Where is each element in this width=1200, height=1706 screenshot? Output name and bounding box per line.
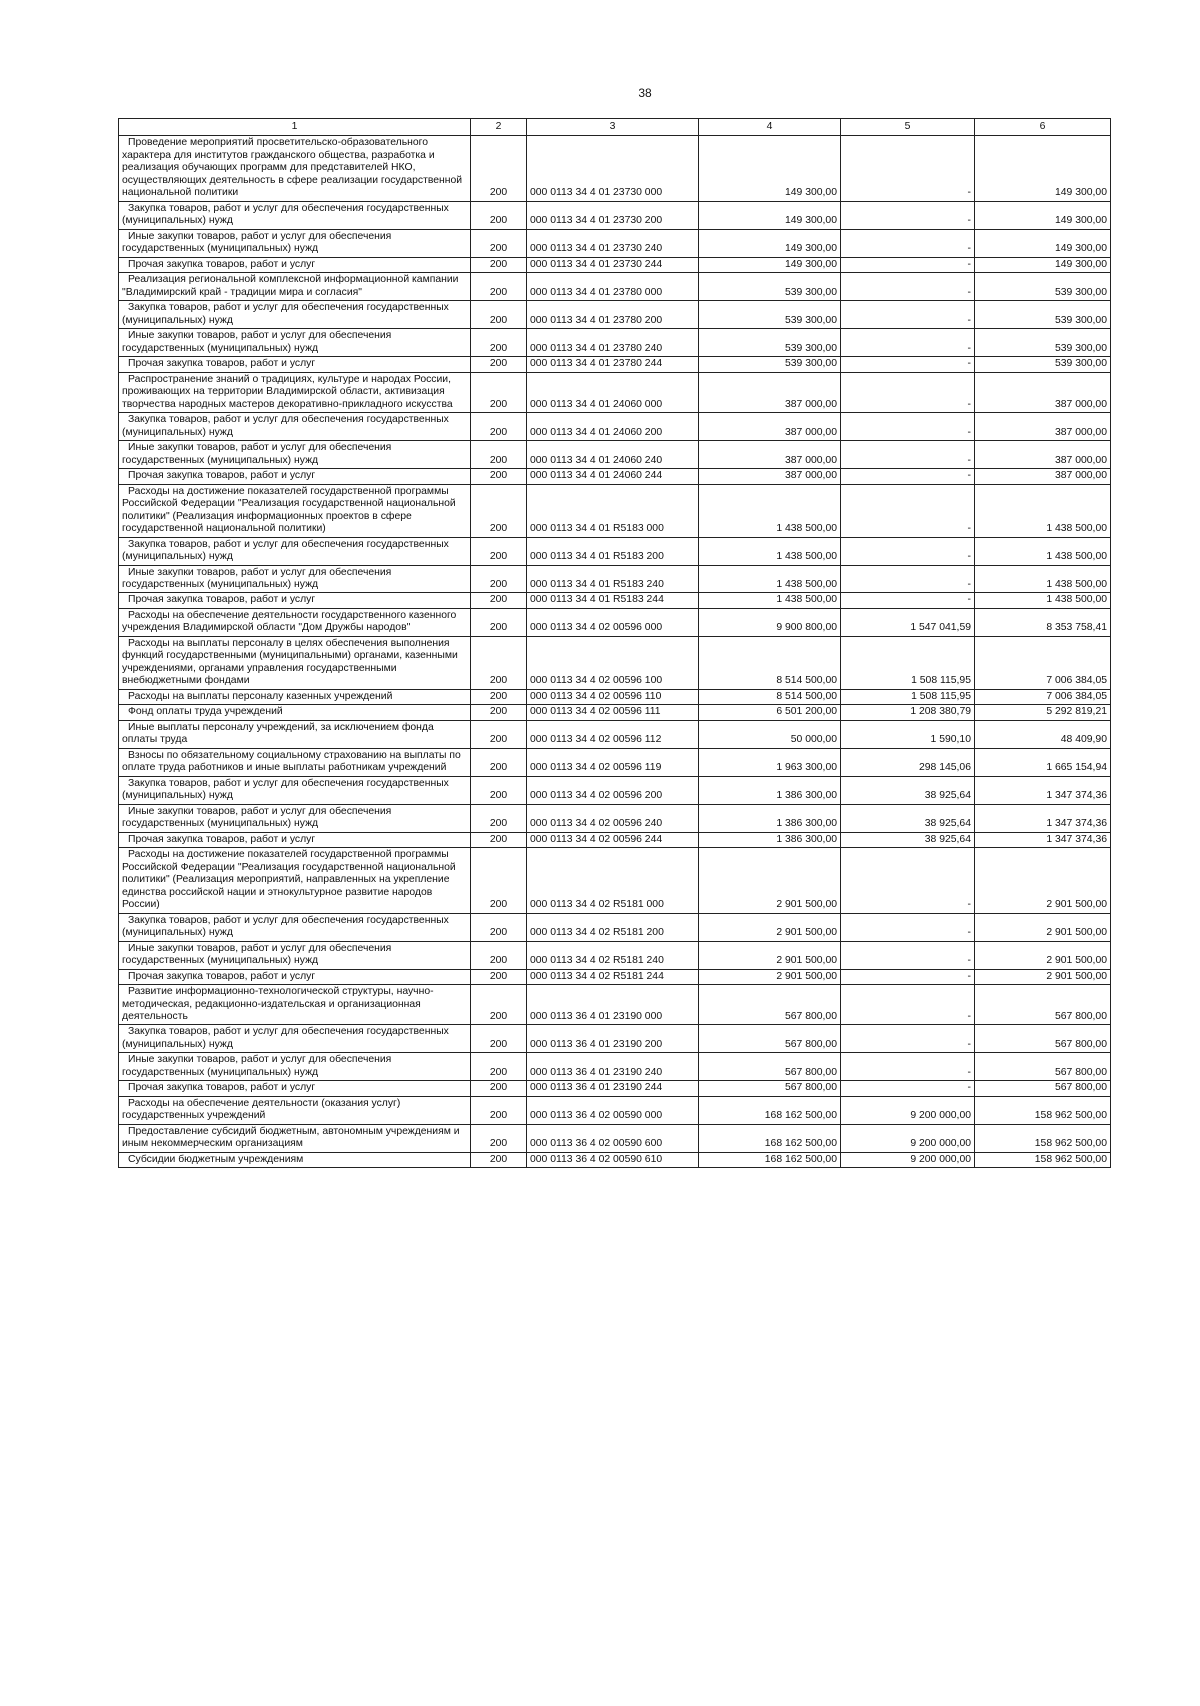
item-name-text: Распространение знаний о традициях, культуре и народах России, проживающих на территории Владимирской области, активизация творчества народных мастеров декоративно-прикладного искусства bbox=[122, 373, 453, 410]
executed-amount-cell: - bbox=[841, 201, 975, 229]
approved-amount-cell: 2 901 500,00 bbox=[699, 969, 841, 984]
item-name-cell bbox=[119, 848, 471, 913]
remaining-amount-cell: 539 300,00 bbox=[975, 329, 1111, 357]
item-name-text: Проведение мероприятий просветительско-образовательного характера для институтов гражданского общества, разработка и реализация обучающих программ для представителей НКО, осуществляющих деятельность в сфере реализации государственной национальной политики bbox=[122, 137, 463, 199]
item-name-text: Прочая закупка товаров, работ и услуг bbox=[128, 594, 316, 606]
approved-amount-cell: 6 501 200,00 bbox=[699, 705, 841, 720]
table-row bbox=[119, 469, 1111, 484]
approved-amount-cell: 168 162 500,00 bbox=[699, 1152, 841, 1167]
table-row bbox=[119, 689, 1111, 704]
remaining-amount-cell: 1 347 374,36 bbox=[975, 832, 1111, 847]
budget-code-cell: 000 0113 34 4 01 23730 244 bbox=[527, 257, 699, 272]
approved-amount-cell: 1 438 500,00 bbox=[699, 593, 841, 608]
remaining-amount-cell: 2 901 500,00 bbox=[975, 941, 1111, 969]
executed-amount-cell: 9 200 000,00 bbox=[841, 1124, 975, 1152]
column-header-2: 2 bbox=[471, 119, 527, 136]
item-name-cell bbox=[119, 1025, 471, 1053]
admin-code-cell: 200 bbox=[471, 469, 527, 484]
admin-code-cell: 200 bbox=[471, 941, 527, 969]
admin-code-cell: 200 bbox=[471, 1124, 527, 1152]
remaining-amount-cell: 149 300,00 bbox=[975, 201, 1111, 229]
remaining-amount-cell: 387 000,00 bbox=[975, 413, 1111, 441]
approved-amount-cell: 567 800,00 bbox=[699, 1081, 841, 1096]
budget-code-cell: 000 0113 34 4 01 23780 244 bbox=[527, 357, 699, 372]
item-name-text: Расходы на выплаты персоналу в целях обеспечения выполнения функций государственными (муниципальными) органами, казенными учреждениями, органами управления государственными внебюджетными фондами bbox=[122, 637, 458, 687]
remaining-amount-cell: 539 300,00 bbox=[975, 357, 1111, 372]
remaining-amount-cell: 1 438 500,00 bbox=[975, 593, 1111, 608]
item-name-cell bbox=[119, 301, 471, 329]
item-name-cell bbox=[119, 748, 471, 776]
item-name-text: Предоставление субсидий бюджетным, автономным учреждениям и иным некоммерческим организациям bbox=[122, 1125, 460, 1150]
admin-code-cell: 200 bbox=[471, 413, 527, 441]
executed-amount-cell: - bbox=[841, 941, 975, 969]
admin-code-cell: 200 bbox=[471, 565, 527, 593]
table-row bbox=[119, 1096, 1111, 1124]
executed-amount-cell: - bbox=[841, 537, 975, 565]
approved-amount-cell: 149 300,00 bbox=[699, 201, 841, 229]
approved-amount-cell: 539 300,00 bbox=[699, 273, 841, 301]
executed-amount-cell: - bbox=[841, 593, 975, 608]
admin-code-cell: 200 bbox=[471, 273, 527, 301]
remaining-amount-cell: 7 006 384,05 bbox=[975, 636, 1111, 689]
table-row bbox=[119, 257, 1111, 272]
table-row bbox=[119, 441, 1111, 469]
item-name-cell bbox=[119, 565, 471, 593]
executed-amount-cell: 1 508 115,95 bbox=[841, 689, 975, 704]
approved-amount-cell: 567 800,00 bbox=[699, 985, 841, 1025]
remaining-amount-cell: 387 000,00 bbox=[975, 372, 1111, 412]
budget-code-cell: 000 0113 34 4 02 R5181 200 bbox=[527, 913, 699, 941]
budget-code-cell: 000 0113 34 4 01 23780 000 bbox=[527, 273, 699, 301]
budget-code-cell: 000 0113 34 4 02 R5181 244 bbox=[527, 969, 699, 984]
approved-amount-cell: 168 162 500,00 bbox=[699, 1096, 841, 1124]
item-name-cell bbox=[119, 720, 471, 748]
admin-code-cell: 200 bbox=[471, 748, 527, 776]
approved-amount-cell: 2 901 500,00 bbox=[699, 941, 841, 969]
admin-code-cell: 200 bbox=[471, 913, 527, 941]
item-name-text: Закупка товаров, работ и услуг для обеспечения государственных (муниципальных) нужд bbox=[122, 202, 449, 227]
remaining-amount-cell: 567 800,00 bbox=[975, 1025, 1111, 1053]
table-row bbox=[119, 608, 1111, 636]
remaining-amount-cell: 539 300,00 bbox=[975, 301, 1111, 329]
remaining-amount-cell: 158 962 500,00 bbox=[975, 1096, 1111, 1124]
item-name-cell bbox=[119, 1096, 471, 1124]
executed-amount-cell: 38 925,64 bbox=[841, 832, 975, 847]
item-name-text: Иные закупки товаров, работ и услуг для обеспечения государственных (муниципальных) нужд bbox=[122, 805, 392, 830]
budget-code-cell: 000 0113 34 4 01 24060 240 bbox=[527, 441, 699, 469]
remaining-amount-cell: 5 292 819,21 bbox=[975, 705, 1111, 720]
remaining-amount-cell: 149 300,00 bbox=[975, 257, 1111, 272]
approved-amount-cell: 9 900 800,00 bbox=[699, 608, 841, 636]
item-name-cell bbox=[119, 229, 471, 257]
item-name-text: Прочая закупка товаров, работ и услуг bbox=[128, 358, 316, 370]
approved-amount-cell: 387 000,00 bbox=[699, 469, 841, 484]
admin-code-cell: 200 bbox=[471, 1081, 527, 1096]
table-row bbox=[119, 720, 1111, 748]
item-name-text: Иные закупки товаров, работ и услуг для обеспечения государственных (муниципальных) нужд bbox=[122, 230, 392, 255]
item-name-cell bbox=[119, 257, 471, 272]
item-name-cell bbox=[119, 985, 471, 1025]
executed-amount-cell: - bbox=[841, 136, 975, 201]
budget-code-cell: 000 0113 34 4 01 R5183 240 bbox=[527, 565, 699, 593]
remaining-amount-cell: 1 438 500,00 bbox=[975, 484, 1111, 537]
admin-code-cell: 200 bbox=[471, 593, 527, 608]
executed-amount-cell: - bbox=[841, 273, 975, 301]
table-row bbox=[119, 941, 1111, 969]
approved-amount-cell: 387 000,00 bbox=[699, 372, 841, 412]
budget-code-cell: 000 0113 34 4 02 00596 000 bbox=[527, 608, 699, 636]
item-name-cell bbox=[119, 1124, 471, 1152]
executed-amount-cell: 1 547 041,59 bbox=[841, 608, 975, 636]
item-name-text: Иные выплаты персоналу учреждений, за исключением фонда оплаты труда bbox=[122, 721, 434, 746]
executed-amount-cell: - bbox=[841, 229, 975, 257]
executed-amount-cell: - bbox=[841, 372, 975, 412]
item-name-text: Закупка товаров, работ и услуг для обеспечения государственных (муниципальных) нужд bbox=[122, 1026, 449, 1050]
column-header-4: 4 bbox=[699, 119, 841, 136]
remaining-amount-cell: 1 347 374,36 bbox=[975, 804, 1111, 832]
budget-code-cell: 000 0113 34 4 01 23730 000 bbox=[527, 136, 699, 201]
budget-table bbox=[118, 118, 1111, 1168]
budget-code-cell: 000 0113 34 4 01 23780 240 bbox=[527, 329, 699, 357]
header-row bbox=[119, 119, 1111, 136]
table-body bbox=[119, 136, 1111, 1168]
item-name-text: Расходы на выплаты персоналу казенных учреждений bbox=[128, 690, 393, 702]
item-name-cell bbox=[119, 372, 471, 412]
table-row bbox=[119, 776, 1111, 804]
remaining-amount-cell: 2 901 500,00 bbox=[975, 913, 1111, 941]
item-name-cell bbox=[119, 484, 471, 537]
approved-amount-cell: 168 162 500,00 bbox=[699, 1124, 841, 1152]
item-name-text: Расходы на достижение показателей государственной программы Российской Федерации "Реализация государственной национальной политики" (Реализация информационных проектов в сфере государственной национальной политики) bbox=[122, 485, 456, 535]
table-row bbox=[119, 357, 1111, 372]
item-name-text: Закупка товаров, работ и услуг для обеспечения государственных (муниципальных) нужд bbox=[122, 777, 449, 802]
executed-amount-cell: - bbox=[841, 469, 975, 484]
remaining-amount-cell: 2 901 500,00 bbox=[975, 848, 1111, 913]
item-name-text: Закупка товаров, работ и услуг для обеспечения государственных (муниципальных) нужд bbox=[122, 414, 449, 438]
table-row bbox=[119, 329, 1111, 357]
table-row bbox=[119, 804, 1111, 832]
table-row bbox=[119, 832, 1111, 847]
budget-code-cell: 000 0113 34 4 02 00596 112 bbox=[527, 720, 699, 748]
item-name-cell bbox=[119, 636, 471, 689]
executed-amount-cell: 1 590,10 bbox=[841, 720, 975, 748]
executed-amount-cell: - bbox=[841, 357, 975, 372]
remaining-amount-cell: 1 665 154,94 bbox=[975, 748, 1111, 776]
admin-code-cell: 200 bbox=[471, 705, 527, 720]
table-row bbox=[119, 273, 1111, 301]
approved-amount-cell: 1 438 500,00 bbox=[699, 565, 841, 593]
approved-amount-cell: 567 800,00 bbox=[699, 1053, 841, 1081]
budget-code-cell: 000 0113 34 4 02 R5181 000 bbox=[527, 848, 699, 913]
table-row bbox=[119, 413, 1111, 441]
table-row bbox=[119, 1053, 1111, 1081]
admin-code-cell: 200 bbox=[471, 229, 527, 257]
remaining-amount-cell: 48 409,90 bbox=[975, 720, 1111, 748]
item-name-text: Закупка товаров, работ и услуг для обеспечения государственных (муниципальных) нужд bbox=[122, 914, 449, 939]
executed-amount-cell: - bbox=[841, 985, 975, 1025]
table-row bbox=[119, 201, 1111, 229]
item-name-cell bbox=[119, 1152, 471, 1167]
table-row bbox=[119, 1124, 1111, 1152]
budget-code-cell: 000 0113 34 4 01 24060 244 bbox=[527, 469, 699, 484]
approved-amount-cell: 8 514 500,00 bbox=[699, 636, 841, 689]
item-name-text: Расходы на обеспечение деятельности (оказания услуг) государственных учреждений bbox=[122, 1097, 401, 1122]
item-name-text: Иные закупки товаров, работ и услуг для обеспечения государственных (муниципальных) нужд bbox=[122, 566, 392, 590]
item-name-cell bbox=[119, 329, 471, 357]
item-name-cell bbox=[119, 413, 471, 441]
budget-code-cell: 000 0113 34 4 02 00596 119 bbox=[527, 748, 699, 776]
executed-amount-cell: - bbox=[841, 484, 975, 537]
table-row bbox=[119, 969, 1111, 984]
remaining-amount-cell: 8 353 758,41 bbox=[975, 608, 1111, 636]
admin-code-cell: 200 bbox=[471, 720, 527, 748]
budget-code-cell: 000 0113 34 4 01 23730 200 bbox=[527, 201, 699, 229]
budget-code-cell: 000 0113 34 4 01 24060 200 bbox=[527, 413, 699, 441]
approved-amount-cell: 1 963 300,00 bbox=[699, 748, 841, 776]
table-row bbox=[119, 229, 1111, 257]
admin-code-cell: 200 bbox=[471, 1096, 527, 1124]
item-name-cell bbox=[119, 136, 471, 201]
executed-amount-cell: 9 200 000,00 bbox=[841, 1096, 975, 1124]
admin-code-cell: 200 bbox=[471, 301, 527, 329]
item-name-text: Прочая закупка товаров, работ и услуг bbox=[128, 1082, 316, 1094]
item-name-text: Закупка товаров, работ и услуг для обеспечения государственных (муниципальных) нужд bbox=[122, 538, 449, 563]
admin-code-cell: 200 bbox=[471, 1025, 527, 1053]
item-name-text: Реализация региональной комплексной информационной кампании "Владимирский край - традиции мира и согласия" bbox=[122, 274, 459, 298]
approved-amount-cell: 1 386 300,00 bbox=[699, 776, 841, 804]
budget-code-cell: 000 0113 34 4 02 00596 240 bbox=[527, 804, 699, 832]
remaining-amount-cell: 1 438 500,00 bbox=[975, 537, 1111, 565]
budget-code-cell: 000 0113 34 4 02 00596 111 bbox=[527, 705, 699, 720]
table-row bbox=[119, 748, 1111, 776]
admin-code-cell: 200 bbox=[471, 484, 527, 537]
budget-code-cell: 000 0113 36 4 01 23190 000 bbox=[527, 985, 699, 1025]
item-name-text: Фонд оплаты труда учреждений bbox=[128, 706, 283, 718]
approved-amount-cell: 149 300,00 bbox=[699, 136, 841, 201]
table-row bbox=[119, 301, 1111, 329]
item-name-text: Прочая закупка товаров, работ и услуг bbox=[128, 833, 316, 845]
budget-code-cell: 000 0113 34 4 01 R5183 000 bbox=[527, 484, 699, 537]
table-row bbox=[119, 537, 1111, 565]
item-name-text: Иные закупки товаров, работ и услуг для обеспечения государственных (муниципальных) нужд bbox=[122, 1054, 392, 1078]
admin-code-cell: 200 bbox=[471, 848, 527, 913]
remaining-amount-cell: 158 962 500,00 bbox=[975, 1124, 1111, 1152]
item-name-text: Прочая закупка товаров, работ и услуг bbox=[128, 258, 316, 270]
executed-amount-cell: - bbox=[841, 1081, 975, 1096]
item-name-cell bbox=[119, 969, 471, 984]
table-row bbox=[119, 1025, 1111, 1053]
table-row bbox=[119, 484, 1111, 537]
table-row bbox=[119, 985, 1111, 1025]
remaining-amount-cell: 387 000,00 bbox=[975, 441, 1111, 469]
budget-code-cell: 000 0113 34 4 01 23780 200 bbox=[527, 301, 699, 329]
item-name-cell bbox=[119, 832, 471, 847]
executed-amount-cell: - bbox=[841, 913, 975, 941]
admin-code-cell: 200 bbox=[471, 804, 527, 832]
approved-amount-cell: 2 901 500,00 bbox=[699, 913, 841, 941]
approved-amount-cell: 539 300,00 bbox=[699, 301, 841, 329]
executed-amount-cell: - bbox=[841, 441, 975, 469]
item-name-text: Расходы на обеспечение деятельности государственного казенного учреждения Владимирской области "Дом Дружбы народов" bbox=[122, 609, 457, 634]
table-row bbox=[119, 565, 1111, 593]
item-name-text: Субсидии бюджетным учреждениям bbox=[128, 1153, 304, 1165]
approved-amount-cell: 1 386 300,00 bbox=[699, 804, 841, 832]
executed-amount-cell: - bbox=[841, 1025, 975, 1053]
approved-amount-cell: 1 438 500,00 bbox=[699, 484, 841, 537]
remaining-amount-cell: 1 438 500,00 bbox=[975, 565, 1111, 593]
remaining-amount-cell: 7 006 384,05 bbox=[975, 689, 1111, 704]
table-row bbox=[119, 705, 1111, 720]
table-row bbox=[119, 372, 1111, 412]
item-name-cell bbox=[119, 941, 471, 969]
admin-code-cell: 200 bbox=[471, 201, 527, 229]
admin-code-cell: 200 bbox=[471, 136, 527, 201]
budget-code-cell: 000 0113 36 4 02 00590 600 bbox=[527, 1124, 699, 1152]
approved-amount-cell: 8 514 500,00 bbox=[699, 689, 841, 704]
executed-amount-cell: 38 925,64 bbox=[841, 804, 975, 832]
budget-code-cell: 000 0113 36 4 01 23190 240 bbox=[527, 1053, 699, 1081]
approved-amount-cell: 149 300,00 bbox=[699, 229, 841, 257]
budget-code-cell: 000 0113 34 4 01 R5183 200 bbox=[527, 537, 699, 565]
remaining-amount-cell: 567 800,00 bbox=[975, 985, 1111, 1025]
item-name-cell bbox=[119, 273, 471, 301]
admin-code-cell: 200 bbox=[471, 608, 527, 636]
executed-amount-cell: - bbox=[841, 301, 975, 329]
item-name-cell bbox=[119, 201, 471, 229]
approved-amount-cell: 149 300,00 bbox=[699, 257, 841, 272]
executed-amount-cell: - bbox=[841, 1053, 975, 1081]
approved-amount-cell: 567 800,00 bbox=[699, 1025, 841, 1053]
item-name-cell bbox=[119, 804, 471, 832]
admin-code-cell: 200 bbox=[471, 636, 527, 689]
item-name-cell bbox=[119, 608, 471, 636]
budget-code-cell: 000 0113 34 4 02 00596 200 bbox=[527, 776, 699, 804]
admin-code-cell: 200 bbox=[471, 832, 527, 847]
column-header-1: 1 bbox=[119, 119, 471, 136]
admin-code-cell: 200 bbox=[471, 257, 527, 272]
table-row bbox=[119, 636, 1111, 689]
admin-code-cell: 200 bbox=[471, 969, 527, 984]
item-name-text: Развитие информационно-технологической структуры, научно-методическая, редакционно-издательская и организационная деятельность bbox=[122, 986, 434, 1022]
admin-code-cell: 200 bbox=[471, 441, 527, 469]
item-name-text: Расходы на достижение показателей государственной программы Российской Федерации "Реализация государственной национальной политики" (Реализация мероприятий, направленных на укрепление единства российской нации и этнокультурное развитие народов России) bbox=[122, 849, 456, 911]
table-row bbox=[119, 1081, 1111, 1096]
budget-code-cell: 000 0113 36 4 01 23190 244 bbox=[527, 1081, 699, 1096]
approved-amount-cell: 539 300,00 bbox=[699, 329, 841, 357]
approved-amount-cell: 387 000,00 bbox=[699, 413, 841, 441]
item-name-text: Прочая закупка товаров, работ и услуг bbox=[128, 470, 316, 482]
remaining-amount-cell: 1 347 374,36 bbox=[975, 776, 1111, 804]
admin-code-cell: 200 bbox=[471, 372, 527, 412]
approved-amount-cell: 1 386 300,00 bbox=[699, 832, 841, 847]
remaining-amount-cell: 539 300,00 bbox=[975, 273, 1111, 301]
item-name-text: Иные закупки товаров, работ и услуг для обеспечения государственных (муниципальных) нужд bbox=[122, 330, 392, 354]
admin-code-cell: 200 bbox=[471, 1152, 527, 1167]
executed-amount-cell: - bbox=[841, 969, 975, 984]
column-header-6: 6 bbox=[975, 119, 1111, 136]
item-name-text: Иные закупки товаров, работ и услуг для обеспечения государственных (муниципальных) нужд bbox=[122, 942, 392, 967]
executed-amount-cell: 298 145,06 bbox=[841, 748, 975, 776]
table-row bbox=[119, 1152, 1111, 1167]
executed-amount-cell: - bbox=[841, 565, 975, 593]
executed-amount-cell: 1 208 380,79 bbox=[841, 705, 975, 720]
executed-amount-cell: 38 925,64 bbox=[841, 776, 975, 804]
item-name-text: Взносы по обязательному социальному страхованию на выплаты по оплате труда работников и иные выплаты работникам учреждений bbox=[122, 749, 461, 774]
executed-amount-cell: - bbox=[841, 413, 975, 441]
item-name-cell bbox=[119, 1081, 471, 1096]
table-row bbox=[119, 593, 1111, 608]
executed-amount-cell: - bbox=[841, 848, 975, 913]
item-name-cell bbox=[119, 776, 471, 804]
item-name-cell bbox=[119, 357, 471, 372]
budget-code-cell: 000 0113 34 4 01 24060 000 bbox=[527, 372, 699, 412]
remaining-amount-cell: 387 000,00 bbox=[975, 469, 1111, 484]
remaining-amount-cell: 2 901 500,00 bbox=[975, 969, 1111, 984]
executed-amount-cell: 1 508 115,95 bbox=[841, 636, 975, 689]
approved-amount-cell: 387 000,00 bbox=[699, 441, 841, 469]
budget-code-cell: 000 0113 36 4 02 00590 000 bbox=[527, 1096, 699, 1124]
budget-code-cell: 000 0113 36 4 02 00590 610 bbox=[527, 1152, 699, 1167]
page-number: 38 bbox=[638, 86, 652, 100]
budget-code-cell: 000 0113 34 4 01 R5183 244 bbox=[527, 593, 699, 608]
item-name-text: Закупка товаров, работ и услуг для обеспечения государственных (муниципальных) нужд bbox=[122, 302, 449, 326]
item-name-cell bbox=[119, 705, 471, 720]
executed-amount-cell: - bbox=[841, 329, 975, 357]
executed-amount-cell: - bbox=[841, 257, 975, 272]
remaining-amount-cell: 567 800,00 bbox=[975, 1053, 1111, 1081]
admin-code-cell: 200 bbox=[471, 689, 527, 704]
budget-code-cell: 000 0113 34 4 02 R5181 240 bbox=[527, 941, 699, 969]
budget-code-cell: 000 0113 34 4 01 23730 240 bbox=[527, 229, 699, 257]
executed-amount-cell: 9 200 000,00 bbox=[841, 1152, 975, 1167]
remaining-amount-cell: 149 300,00 bbox=[975, 136, 1111, 201]
remaining-amount-cell: 149 300,00 bbox=[975, 229, 1111, 257]
column-header-5: 5 bbox=[841, 119, 975, 136]
remaining-amount-cell: 567 800,00 bbox=[975, 1081, 1111, 1096]
item-name-text: Иные закупки товаров, работ и услуг для обеспечения государственных (муниципальных) нужд bbox=[122, 442, 392, 466]
admin-code-cell: 200 bbox=[471, 537, 527, 565]
admin-code-cell: 200 bbox=[471, 985, 527, 1025]
item-name-cell bbox=[119, 469, 471, 484]
budget-code-cell: 000 0113 34 4 02 00596 100 bbox=[527, 636, 699, 689]
approved-amount-cell: 50 000,00 bbox=[699, 720, 841, 748]
table-row bbox=[119, 913, 1111, 941]
admin-code-cell: 200 bbox=[471, 329, 527, 357]
approved-amount-cell: 1 438 500,00 bbox=[699, 537, 841, 565]
budget-code-cell: 000 0113 36 4 01 23190 200 bbox=[527, 1025, 699, 1053]
admin-code-cell: 200 bbox=[471, 357, 527, 372]
table-row bbox=[119, 848, 1111, 913]
column-header-3: 3 bbox=[527, 119, 699, 136]
item-name-cell bbox=[119, 441, 471, 469]
approved-amount-cell: 2 901 500,00 bbox=[699, 848, 841, 913]
item-name-cell bbox=[119, 593, 471, 608]
admin-code-cell: 200 bbox=[471, 1053, 527, 1081]
budget-code-cell: 000 0113 34 4 02 00596 244 bbox=[527, 832, 699, 847]
item-name-cell bbox=[119, 913, 471, 941]
item-name-cell bbox=[119, 689, 471, 704]
remaining-amount-cell: 158 962 500,00 bbox=[975, 1152, 1111, 1167]
table-row bbox=[119, 136, 1111, 201]
admin-code-cell: 200 bbox=[471, 776, 527, 804]
budget-code-cell: 000 0113 34 4 02 00596 110 bbox=[527, 689, 699, 704]
item-name-text: Прочая закупка товаров, работ и услуг bbox=[128, 970, 316, 982]
item-name-cell bbox=[119, 537, 471, 565]
approved-amount-cell: 539 300,00 bbox=[699, 357, 841, 372]
item-name-cell bbox=[119, 1053, 471, 1081]
